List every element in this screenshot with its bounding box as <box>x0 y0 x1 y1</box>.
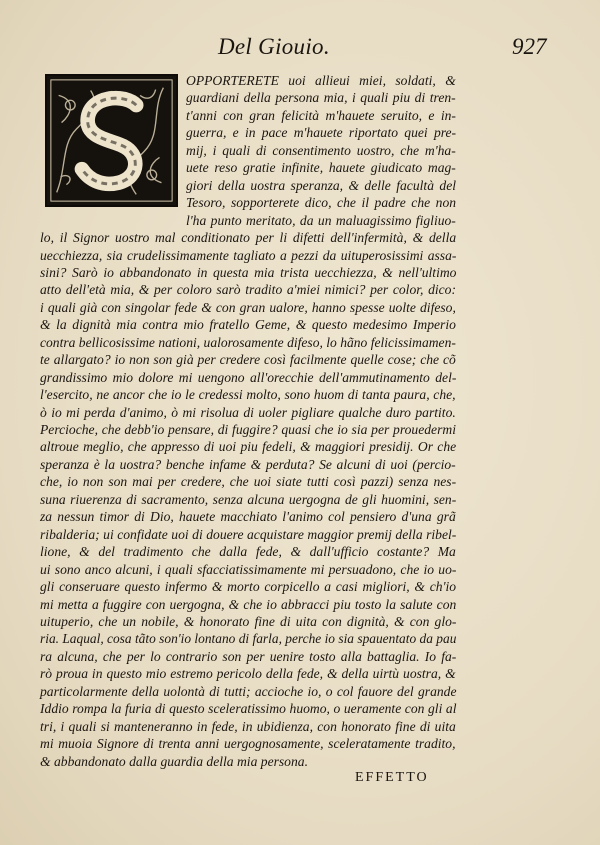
text-line: & la dignità mia contra mio fratello Geme, & questo medesimo Imperio <box>40 317 456 333</box>
text-line: rò proua in questo mio estremo pericolo della fede, & della uirtù uostra, & <box>40 666 456 682</box>
text-line: altroue meglio, che appresso di uoi piu fedeli, & maggiori presidij. Or che <box>40 439 457 455</box>
text-line: particolarmente della uolontà di tutti; accioche io, o col fauore del grande <box>40 683 457 699</box>
text-line: l'esercito, ne ancor che io le credessi molto, sono huom di tanta paura, che, <box>40 387 456 403</box>
page-header <box>0 30 600 70</box>
text-line: grandissimo mio dolore mi uengono all'orecchie dell'ammutinamento del- <box>40 369 457 385</box>
text-line: OPPORTERETE uoi allieui miei, soldati, & <box>186 73 456 88</box>
text-line: ria. Laqual, cosa tãto son'io lontano di farla, perche io sia spauentato da pau <box>40 631 457 647</box>
text-line: t'anni con gran felicità m'hauete seruito, e in- <box>186 107 456 123</box>
text-line: lione, & del tradimento che dalla fede, & dall'ufficio costante? Ma <box>40 544 456 560</box>
text-line: za nessun timor di Dio, hauete macchiato l'animo col pensiero d'una grã <box>40 509 456 525</box>
text-line: ò io mi perda d'animo, ò mi risolua di uoler pigliare qualche duro partito. <box>40 404 456 420</box>
text-line: speranza è la uostra? benche infame & perduta? Se alcuni di uoi (percio- <box>40 456 456 472</box>
text-line: Tesoro, sopporterete dico, che il padre che non <box>186 195 457 211</box>
text-line: uituperio, che un nobile, & honorato fine di uita con dignità, & con glo- <box>40 613 457 629</box>
text-line: contra bellicosissime nationi, ualorosamente difeso, lo hãno felicissimamen- <box>40 334 456 350</box>
text-line: guardiani della persona mia, i quali piu di tren- <box>186 90 456 106</box>
text-line: mij, i quali di consentimento uostro, che m'ha- <box>186 142 456 158</box>
text-line: suna riuerenza di sacramento, senza alcuna uergogna de gli huomini, sen- <box>40 491 457 507</box>
running-head: Del Giouio. <box>218 34 330 59</box>
text-line: ribalderia; ui confidate uoi di douere acquistare maggior premij della ribel- <box>40 526 457 542</box>
text-line: uete reso gratie infinite, hauete giudicato mag- <box>186 160 456 176</box>
text-line: i quali già con singolar fede & con gran ualore, hanno spesse uolte difeso, <box>40 299 456 315</box>
text-line: tri, i quali si manteneranno in fede, in ubidienza, con honorato fine di uita <box>40 718 456 734</box>
text-line: guerra, e in pace m'hauete riportato quei pre- <box>186 125 457 141</box>
page-number: 927 <box>512 34 547 59</box>
text-line: mi muoia Signore di trenta anni uergognosamente, sceleratamente tradito, <box>40 736 456 752</box>
text-line: Percioche, che debb'io pensare, di fuggire? quasi che io sia per prouedermi <box>40 422 456 437</box>
text-line: sini? Sarò io abbandonato in questa mia trista uecchiezza, & nell'ultimo <box>40 264 457 280</box>
decorated-initial-icon <box>45 74 178 207</box>
text-line: che, io non son mai per credere, che uoi siate tutti così pazzi) senza nes- <box>40 474 457 490</box>
text-line: te allargato? io non son già per credere così facilmente quelle cose; che cõ <box>40 352 456 368</box>
text-line: Iddio rompa la furia di questo sceleratissimo huomo, o ueramente con gli al <box>40 701 457 717</box>
catchword: EFFETTO <box>355 770 429 785</box>
text-line: atto dell'età mia, & per coloro sarò tradito a'miei nimici? per color, dico: <box>40 282 457 298</box>
text-line: mi metta a fuggire con uergogna, & che io abbracci piu tosto la salute con <box>40 596 457 612</box>
text-line: & abbandonato dalla guardia della mia persona. <box>40 753 308 769</box>
text-line: ui sono anco alcuni, i quali sfacciatissimamente mi persuadono, che io uo- <box>40 561 457 577</box>
text-line: lo, il Signor uostro mal conditionato per li difetti dell'infermità, & della <box>40 230 457 246</box>
text-line: l'ha punto meritato, da un maluagissimo figliuo- <box>186 212 456 228</box>
text-line: ra alcuna, che per lo contrario son per uenire tosto alla battaglia. Io fa- <box>40 648 457 664</box>
text-line: giori della uostra speranza, & delle facultà del <box>186 177 456 193</box>
text-line: gli conseruare questo infermo & morto corpicello a casi migliori, & ch'io <box>40 579 457 595</box>
text-line: uecchiezza, sia crudelissimamente tagliato a pezzi da uituperosissimi assa- <box>40 247 457 263</box>
